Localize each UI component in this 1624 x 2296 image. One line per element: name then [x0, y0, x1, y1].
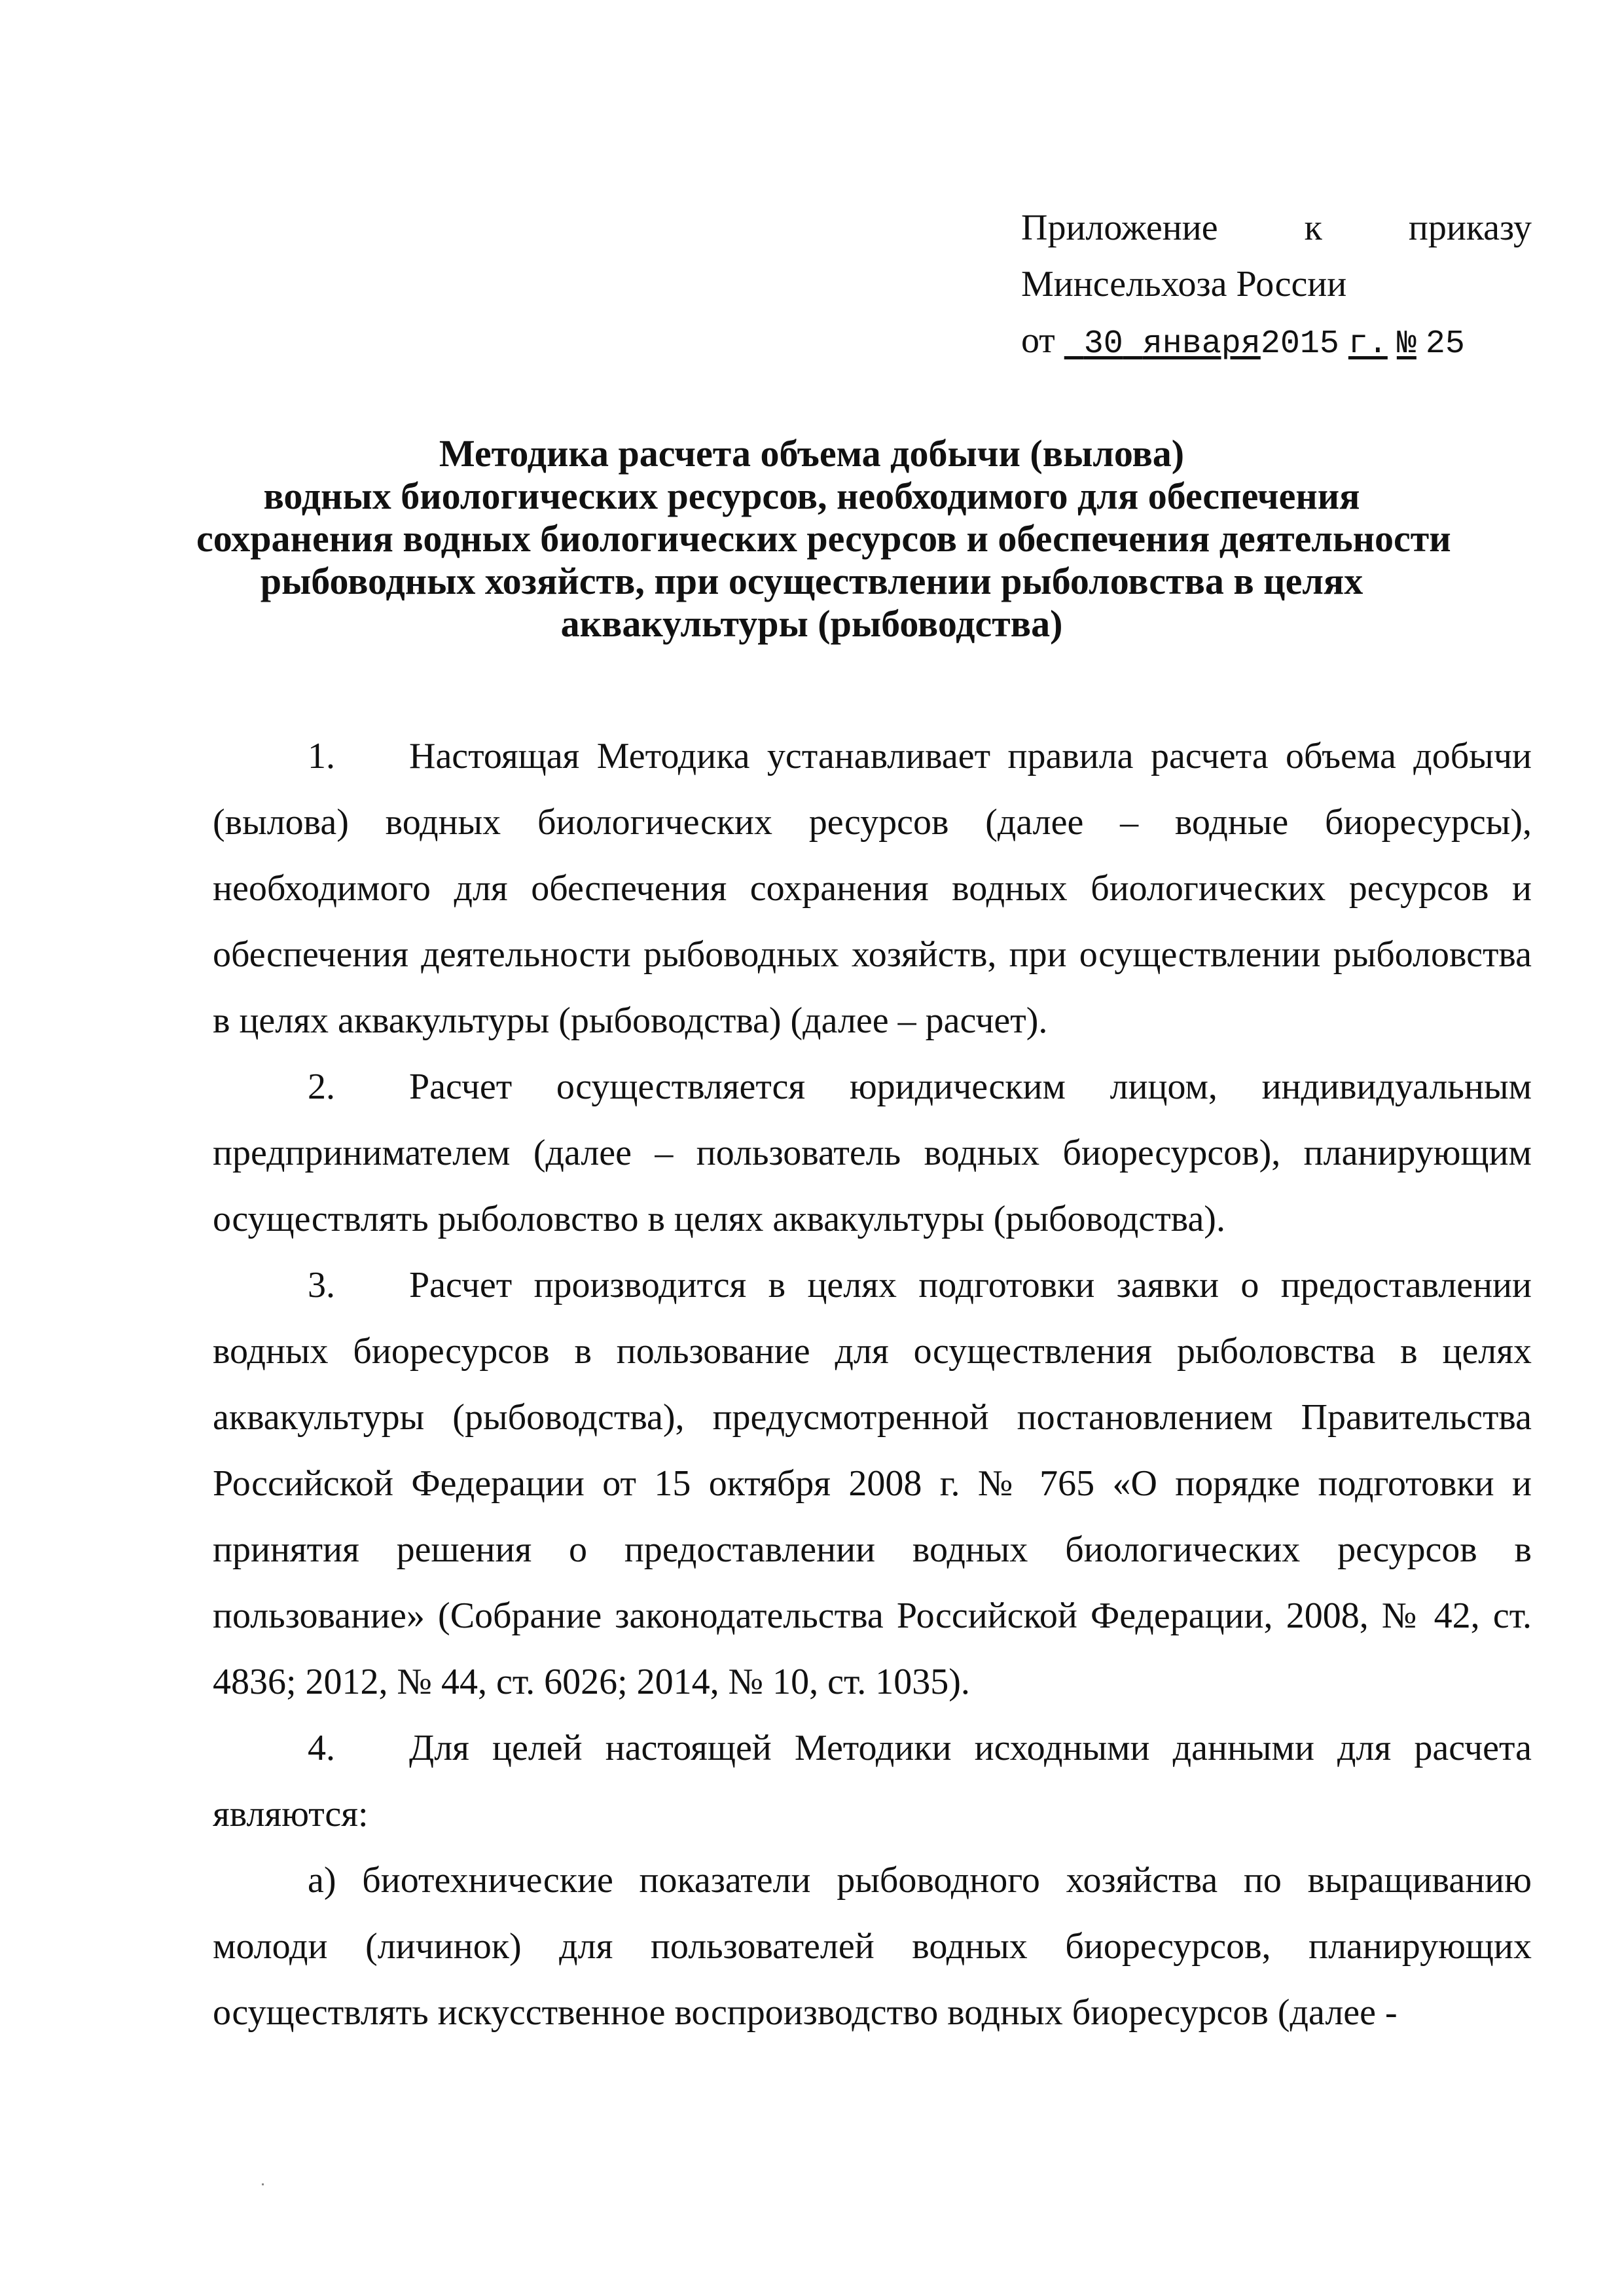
paragraph-4: [213, 1715, 1532, 1848]
approval-line-1: [1021, 200, 1532, 256]
title-line: сохранения водных биологических ресурсов и обеспечения деятельности: [196, 517, 1451, 560]
title-line: аквакультуры (рыбоводства): [560, 602, 1063, 645]
title-line: рыбоводных хозяйств, при осуществлении рыболовства в целях: [260, 560, 1363, 602]
approval-word-appendix: Приложение: [1021, 208, 1218, 248]
approval-number: 25: [1425, 325, 1465, 363]
paragraph-number: 1.: [308, 736, 335, 776]
approval-header: [1021, 200, 1532, 373]
paragraph-text: а) биотехнические показатели рыбоводного хозяйства по выращиванию молоди (личинок) для пользователей водных биоресурсов, планирующих осуществлять искусственное воспроизводство водных биоресурсов (далее -: [213, 1860, 1532, 2033]
approval-date-year: 2015: [1260, 325, 1339, 363]
scan-artifact: [262, 2183, 264, 2185]
approval-date-day: 30: [1083, 325, 1123, 363]
paragraph-text: Настоящая Методика устанавливает правила расчета объема добычи (вылова) водных биологических ресурсов (далее – водные биоресурсы), необходимого для обеспечения сохранения водных биологических ресурсов и обеспечения деятельности рыбоводных хозяйств, при осуществлении рыболовства в целях аквакультуры (рыбоводства) (далее – расчет).: [213, 736, 1532, 1041]
approval-ministry: Минсельхоза России: [1021, 264, 1347, 304]
paragraph-text: Расчет производится в целях подготовки заявки о предоставлении водных биоресурсов в пользование для осуществления рыболовства в целях аквакультуры (рыбоводства), предусмотренной постановлением Правительства Российской Федерации от 15 октября 2008 г. № 765 «О порядке подготовки и принятия решения о предоставлении водных биологических ресурсов в пользование» (Собрание законодательства Российской Федерации, 2008, № 42, ст. 4836; 2012, № 44, ст. 6026; 2014, № 10, ст. 1035).: [213, 1265, 1532, 1702]
paragraph-text: Для целей настоящей Методики исходными данными для расчета являются:: [213, 1728, 1532, 1834]
approval-date-suffix: г.: [1348, 325, 1388, 363]
approval-date-month: января: [1142, 325, 1261, 363]
paragraph-4a: [213, 1848, 1532, 2046]
document-body: [213, 723, 1532, 2046]
title-line: водных биологических ресурсов, необходимого для обеспечения: [263, 475, 1360, 517]
paragraph-number: 4.: [308, 1728, 335, 1768]
paragraph-2: [213, 1054, 1532, 1252]
paragraph-1: [213, 723, 1532, 1054]
approval-word-order: приказу: [1408, 208, 1532, 248]
approval-date-line: [1021, 312, 1532, 373]
approval-word-to: к: [1304, 208, 1322, 248]
approval-date-prefix: от: [1021, 320, 1055, 361]
paragraph-number: 3.: [308, 1265, 335, 1305]
paragraph-number: 2.: [308, 1066, 335, 1107]
paragraph-text: Расчет осуществляется юридическим лицом, индивидуальным предпринимателем (далее – пользователь водных биоресурсов), планирующим осуществлять рыболовство в целях аквакультуры (рыбоводства).: [213, 1066, 1532, 1239]
paragraph-3: [213, 1252, 1532, 1715]
approval-number-sign: №: [1396, 325, 1416, 363]
document-title: [196, 432, 1451, 645]
title-line: Методика расчета объема добычи (вылова): [439, 432, 1185, 475]
